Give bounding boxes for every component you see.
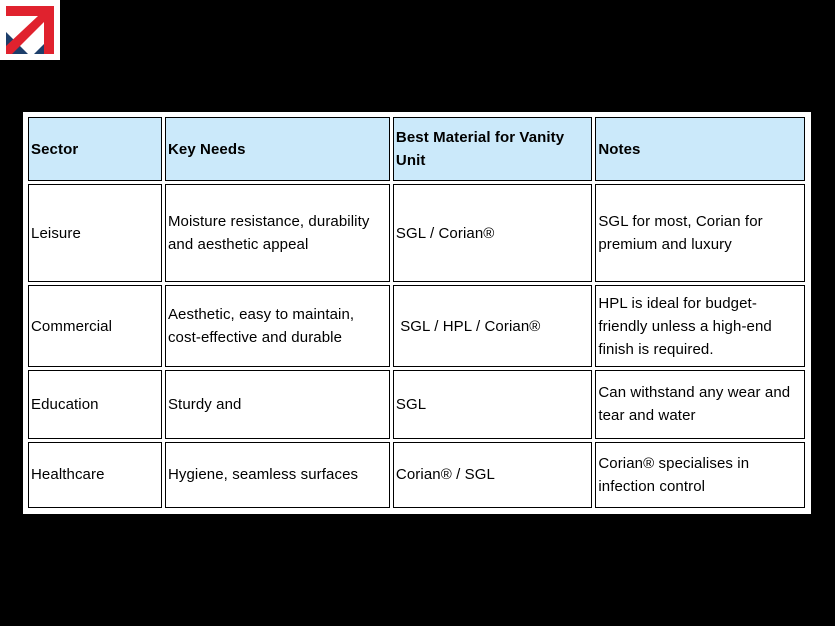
table-row [28,184,805,282]
header-best-material: Best Material for Vanity Unit [393,117,592,181]
cell-key-needs: Aesthetic, easy to maintain, cost-effective and durable [165,285,390,367]
vanity-material-table [23,112,811,514]
header-sector: Sector [28,117,162,181]
header-key-needs: Key Needs [165,117,390,181]
cell-material: Corian® / SGL [393,442,592,508]
cell-sector: Education [28,370,162,438]
table-row [28,285,805,367]
table-row [28,370,805,438]
table-header-row [28,117,805,181]
cell-notes: Corian® specialises in infection control [595,442,805,508]
brand-logo [0,0,60,60]
brand-logo-icon [0,0,60,60]
cell-material: SGL [393,370,592,438]
cell-key-needs: Moisture resistance, durability and aesthetic appeal [165,184,390,282]
cell-material: SGL / HPL / Corian® [393,285,592,367]
cell-notes: Can withstand any wear and tear and water [595,370,805,438]
comparison-table [25,114,808,511]
cell-key-needs: Hygiene, seamless surfaces [165,442,390,508]
cell-notes: HPL is ideal for budget-friendly unless a high-end finish is required. [595,285,805,367]
cell-sector: Healthcare [28,442,162,508]
header-notes: Notes [595,117,805,181]
cell-sector: Commercial [28,285,162,367]
cell-material: SGL / Corian® [393,184,592,282]
cell-notes: SGL for most, Corian for premium and luxury [595,184,805,282]
cell-key-needs: Sturdy and [165,370,390,438]
cell-sector: Leisure [28,184,162,282]
table-row [28,442,805,508]
